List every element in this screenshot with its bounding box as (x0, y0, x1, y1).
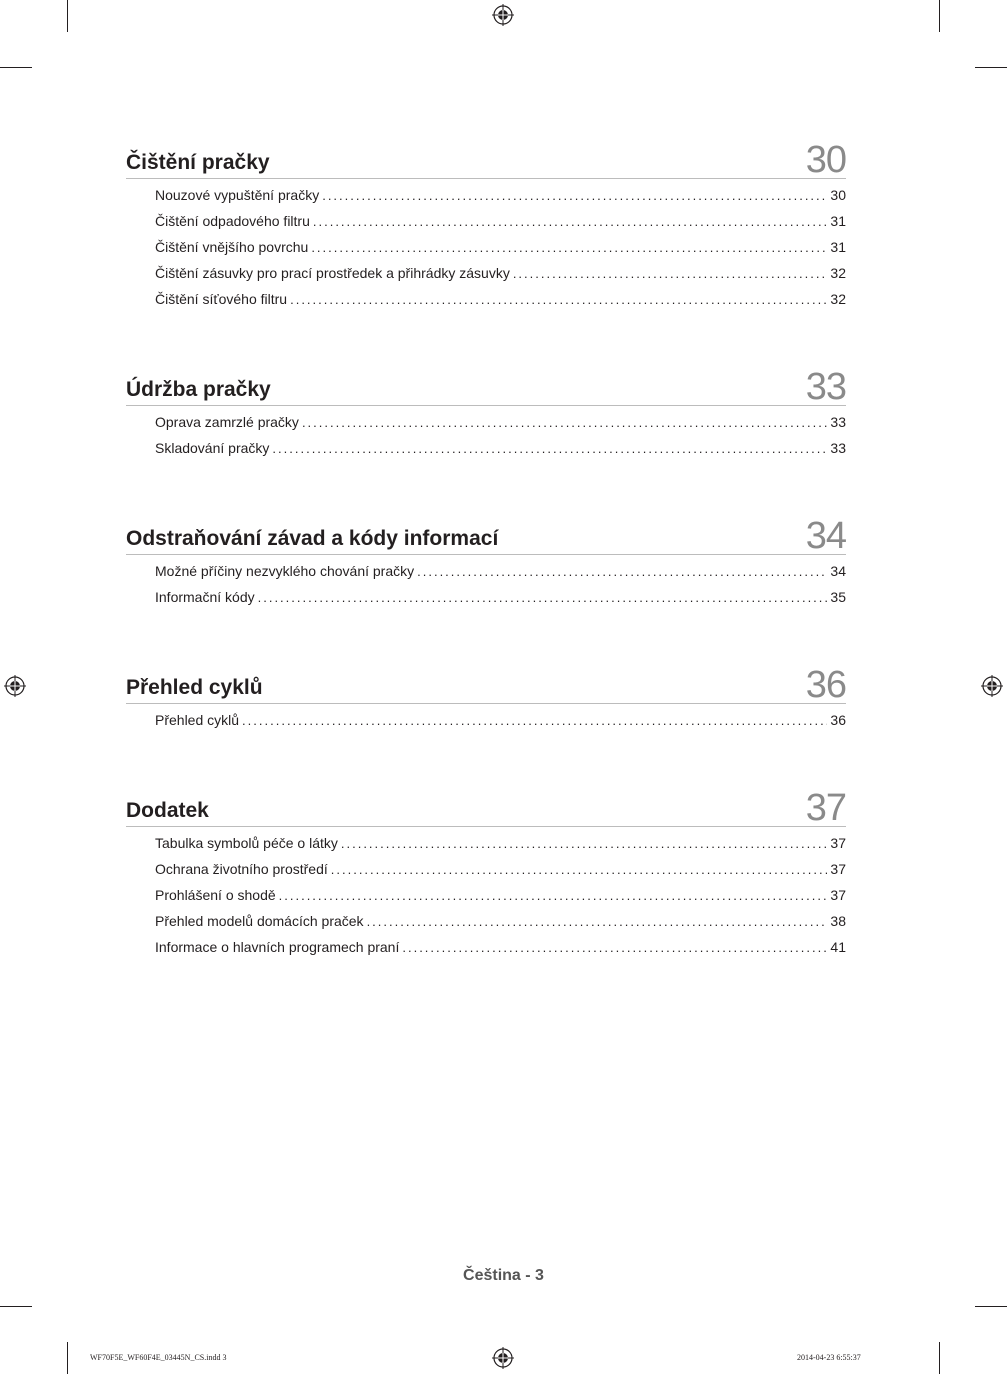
toc-entry-label: Přehled cyklů (155, 712, 240, 728)
dot-leader (279, 888, 828, 903)
toc-entry-page: 32 (830, 291, 846, 307)
section-page-number: 37 (805, 787, 846, 829)
dot-leader (272, 441, 827, 456)
toc-entry[interactable] (155, 589, 846, 615)
dot-leader (417, 564, 827, 579)
toc-entry-page: 35 (830, 589, 846, 605)
date-slug: 2014-04-23 6:55:37 (797, 1353, 861, 1362)
toc-entry[interactable] (155, 187, 846, 213)
crop-mark (939, 1342, 940, 1374)
section-page-number: 36 (805, 664, 846, 706)
toc-section (126, 661, 846, 738)
section-header (126, 363, 846, 406)
dot-leader (402, 940, 827, 955)
toc-entry-label: Čištění odpadového filtru (155, 213, 310, 229)
crop-mark (975, 67, 1007, 68)
section-page-number: 33 (805, 366, 846, 408)
toc-entry-label: Informační kódy (155, 589, 255, 605)
toc-entries (155, 187, 846, 317)
section-title: Přehled cyklů (126, 676, 263, 699)
toc-entry-label: Informace o hlavních programech praní (155, 939, 400, 955)
dot-leader (242, 713, 827, 728)
toc-entries (155, 835, 846, 965)
section-page-number: 30 (805, 139, 846, 181)
toc-entry[interactable] (155, 939, 846, 965)
crop-mark (975, 1306, 1007, 1307)
toc-entry-label: Prohlášení o shodě (155, 887, 276, 903)
toc-entry-page: 37 (830, 835, 846, 851)
section-page-number: 34 (805, 515, 846, 557)
dot-leader (322, 188, 827, 203)
toc-entry[interactable] (155, 887, 846, 913)
page-footer-label: Čeština - 3 (463, 1267, 544, 1284)
section-title: Odstraňování závad a kódy informací (126, 527, 499, 550)
toc-entry-page: 34 (830, 563, 846, 579)
toc-entry-page: 38 (830, 913, 846, 929)
toc-entry-label: Čištění zásuvky pro prací prostředek a přihrádky zásuvky (155, 265, 510, 281)
toc-entry[interactable] (155, 563, 846, 589)
section-title: Dodatek (126, 799, 209, 822)
registration-mark-icon (492, 1347, 514, 1369)
toc-entry-page: 32 (830, 265, 846, 281)
toc-entry-label: Čištění síťového filtru (155, 291, 288, 307)
toc-entry[interactable] (155, 265, 846, 291)
section-title: Údržba pračky (126, 378, 271, 401)
section-header (126, 136, 846, 179)
crop-mark (0, 1306, 32, 1307)
toc-entry-label: Ochrana životního prostředí (155, 861, 328, 877)
dot-leader (367, 914, 828, 929)
toc-entry-label: Možné příčiny nezvyklého chování pračky (155, 563, 415, 579)
toc-entries (155, 563, 846, 615)
dot-leader (302, 415, 827, 430)
toc-section (126, 136, 846, 317)
toc-entry[interactable] (155, 213, 846, 239)
toc-entry[interactable] (155, 712, 846, 738)
toc-section (126, 512, 846, 615)
crop-mark (67, 0, 68, 32)
dot-leader (290, 292, 827, 307)
dot-leader (331, 862, 828, 877)
toc-entry[interactable] (155, 239, 846, 265)
toc-entry-page: 41 (830, 939, 846, 955)
toc-section (126, 363, 846, 466)
toc-entry[interactable] (155, 835, 846, 861)
toc-entry-page: 37 (830, 861, 846, 877)
toc-entry-page: 37 (830, 887, 846, 903)
registration-mark-icon (4, 675, 26, 697)
toc-entries (155, 712, 846, 738)
toc-entry[interactable] (155, 440, 846, 466)
toc-entry-label: Čištění vnějšího povrchu (155, 239, 309, 255)
dot-leader (341, 836, 828, 851)
crop-mark (67, 1342, 68, 1374)
dot-leader (311, 240, 827, 255)
toc-entry-label: Oprava zamrzlé pračky (155, 414, 299, 430)
toc-entry-label: Skladování pračky (155, 440, 270, 456)
toc-entry-label: Nouzové vypuštění pračky (155, 187, 320, 203)
toc-entry[interactable] (155, 414, 846, 440)
section-header (126, 784, 846, 827)
toc-entry-page: 33 (830, 414, 846, 430)
section-title: Čištění pračky (126, 151, 270, 174)
crop-mark (939, 0, 940, 32)
toc-entry-page: 31 (830, 239, 846, 255)
registration-mark-icon (492, 4, 514, 26)
toc-entries (155, 414, 846, 466)
toc-entry[interactable] (155, 913, 846, 939)
dot-leader (513, 266, 828, 281)
toc-entry-label: Přehled modelů domácích praček (155, 913, 364, 929)
toc-section (126, 784, 846, 965)
toc-entry-page: 33 (830, 440, 846, 456)
toc-entry-page: 36 (830, 712, 846, 728)
registration-mark-icon (981, 675, 1003, 697)
toc-entry[interactable] (155, 291, 846, 317)
toc-entry-label: Tabulka symbolů péče o látky (155, 835, 338, 851)
crop-mark (0, 67, 32, 68)
section-header (126, 661, 846, 704)
toc-entry-page: 31 (830, 213, 846, 229)
dot-leader (313, 214, 828, 229)
toc-entry-page: 30 (830, 187, 846, 203)
dot-leader (258, 590, 828, 605)
toc-entry[interactable] (155, 861, 846, 887)
section-header (126, 512, 846, 555)
file-slug: WF70F5E_WF60F4E_03445N_CS.indd 3 (90, 1353, 227, 1362)
